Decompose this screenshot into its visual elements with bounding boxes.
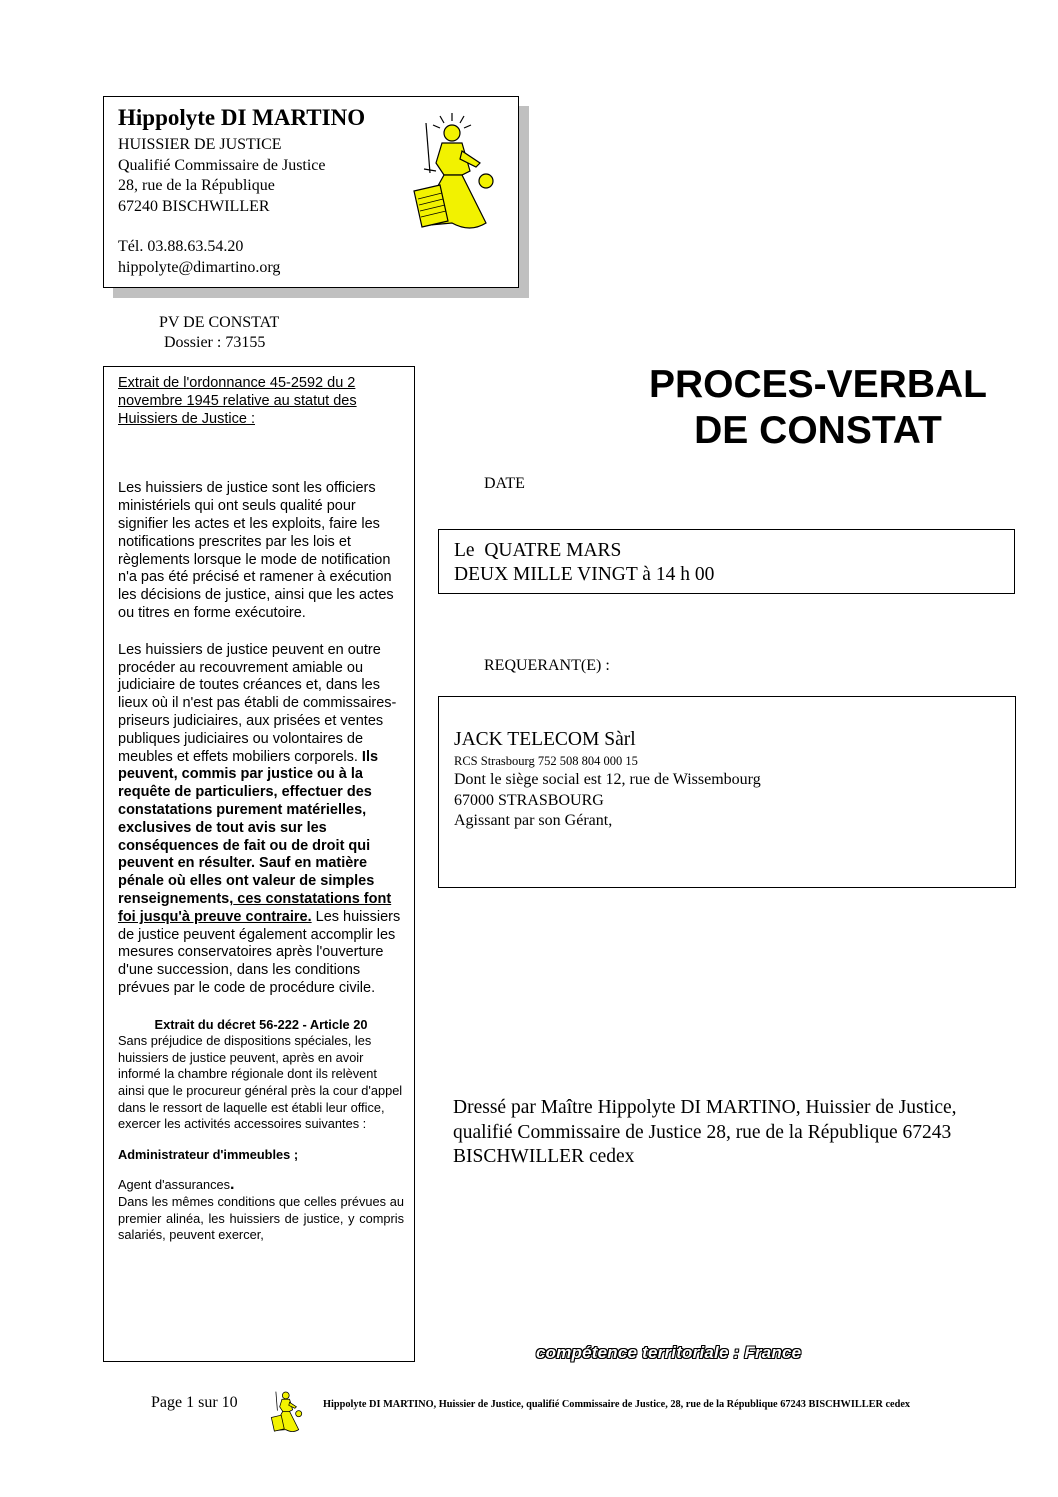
- paragraph-2-end: Les huissiers de justice peuvent également accomplir les mesures conservatoires après l'ouverture d'une succession, dans les conditions prévues par le code de procédure civile.: [118, 908, 401, 996]
- document-title: [600, 362, 1036, 454]
- legal-excerpt-box: [103, 366, 415, 1362]
- requester-label: REQUERANT(E) :: [484, 657, 610, 674]
- paragraph-2-bold: Ils peuvent, commis par justice ou à la requête de particuliers, effectuer des constatations purement matérielles, exclusives de tout avis sur les conséquences de fait ou de droit qui peuvent en résulter. Sauf en matière pénale où elles ont valeur de simples renseignements,: [118, 748, 379, 907]
- drafted-by-statement: Dressé par Maître Hippolyte DI MARTINO, Huissier de Justice, qualifié Commissaire de Justice 28, rue de la République 67243 BISCHWILLER cedex: [453, 1097, 957, 1167]
- territorial-competence: compétence territoriale : France: [536, 1343, 802, 1362]
- lady-justice-logo-icon: [400, 111, 500, 237]
- lady-justice-footer-icon: [266, 1386, 304, 1436]
- activity-administrator: Administrateur d'immeubles ;: [118, 1146, 299, 1162]
- bailiff-phone: Tél. 03.88.63.54.20: [118, 238, 244, 255]
- pv-label: PV DE CONSTAT: [159, 314, 280, 331]
- ordinance-paragraph-1: Les huissiers de justice sont les officiers ministériels qui ont seuls qualité pour signifier les actes et les exploits, faire les notifications prescrites par les lois et règlements lorsque le mode de notification n'a pas été précisé et ramener à exécution les décisions de justice, ainsi que les actes ou titres en forme exécutoire.: [118, 480, 394, 621]
- date-label: DATE: [484, 475, 525, 492]
- decree-text: Sans préjudice de dispositions spéciales, les huissiers de justice peuvent, après en avoir informé la chambre régionale dont ils relèvent ainsi que le procureur général près la cour d'appel dans le ressort de laquelle est établi leur office, exercer les activités accessoires suivantes :: [118, 1033, 403, 1132]
- requester-rcs: RCS Strasbourg 752 508 804 000 15: [454, 754, 638, 768]
- title-line-1: PROCES-VERBAL: [648, 363, 988, 406]
- conditions-text: Dans les mêmes conditions que celles prévues au premier alinéa, les huissiers de justice, y compris salariés, peuvent exercer,: [118, 1194, 404, 1243]
- bailiff-details: [118, 135, 326, 278]
- requester-box: [438, 696, 1016, 888]
- bailiff-city: 67240 BISCHWILLER: [118, 197, 270, 215]
- requester-agent: Agissant par son Gérant,: [454, 812, 613, 829]
- bailiff-qualification: Qualifié Commissaire de Justice: [118, 156, 326, 174]
- bailiff-title: HUISSIER DE JUSTICE: [118, 136, 282, 153]
- insurance-agent-dot: .: [230, 1176, 235, 1194]
- paragraph-2-underlined: ces constatations font foi jusqu'à preuve contraire.: [118, 890, 392, 925]
- footer-address: Hippolyte DI MARTINO, Huissier de Justice, qualifié Commissaire de Justice, 28, rue de la République 67243 BISCHWILLER cedex: [323, 1399, 911, 1410]
- insurance-agent-label: Agent d'assurances: [118, 1177, 230, 1193]
- decree-heading: Extrait du décret 56-222 - Article 20: [154, 1016, 368, 1032]
- requester-city: 67000 STRASBOURG: [454, 791, 604, 809]
- date-box: [438, 529, 1015, 594]
- dossier-number: Dossier : 73155: [164, 334, 266, 351]
- date-line-2: DEUX MILLE VINGT à 14 h 00: [454, 563, 715, 585]
- bailiff-email: hippolyte@dimartino.org: [118, 258, 281, 276]
- requester-name: JACK TELECOM Sàrl: [454, 729, 636, 750]
- bailiff-name: Hippolyte DI MARTINO: [118, 105, 366, 130]
- requester-address: Dont le siège social est 12, rue de Wissembourg: [454, 771, 761, 788]
- title-line-2: DE CONSTAT: [694, 409, 942, 452]
- activity-insurance: [118, 1177, 404, 1194]
- ordinance-heading: Extrait de l'ordonnance 45-2592 du 2 novembre 1945 relative au statut des Huissiers de Justice :: [118, 375, 357, 427]
- paragraph-2-start: Les huissiers de justice peuvent en outre procéder au recouvrement amiable ou judiciaire de toutes créances et, dans les lieux où il n'est pas établi de commissaires-priseurs judiciaires, aux prisées et ventes publiques judiciaires ou volontaires de meubles et effets mobiliers corporels.: [118, 641, 397, 765]
- date-line-1: Le QUATRE MARS: [454, 540, 622, 561]
- bailiff-street: 28, rue de la République: [118, 177, 275, 194]
- ordinance-paragraph-2: [118, 642, 404, 998]
- pv-reference: [159, 313, 279, 353]
- header-card: [103, 96, 519, 288]
- page-number: Page 1 sur 10: [151, 1394, 238, 1411]
